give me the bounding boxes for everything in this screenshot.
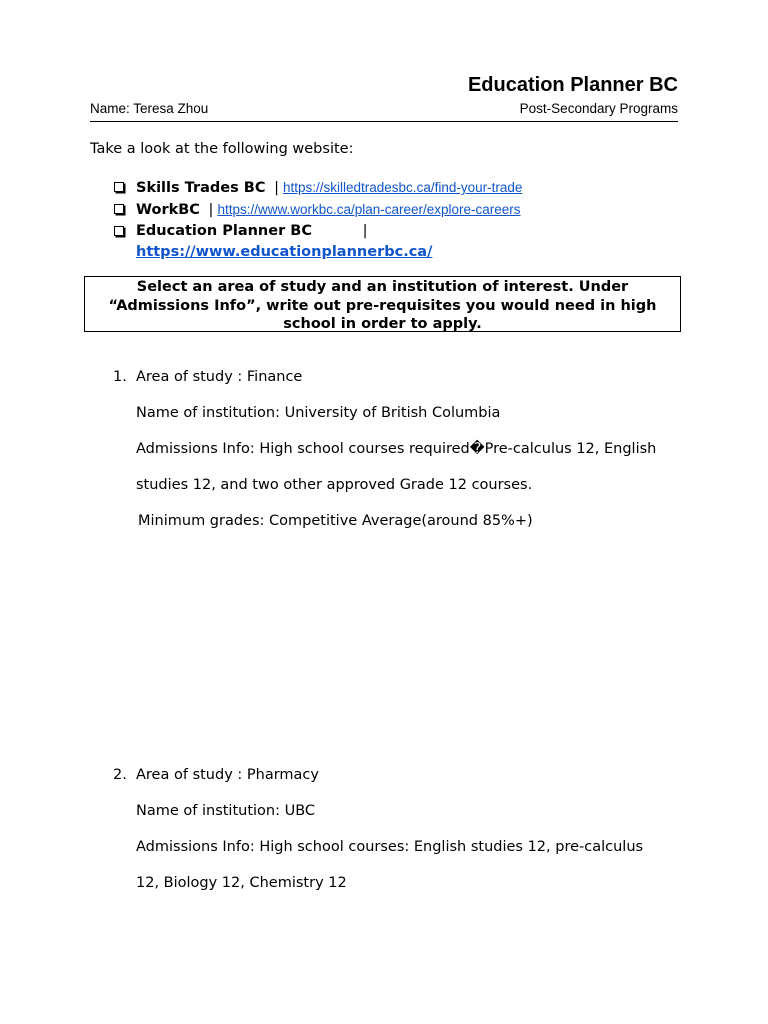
checkbox-bullet-icon bbox=[114, 182, 124, 192]
resource-link[interactable]: https://www.educationplannerbc.ca/ bbox=[136, 244, 433, 260]
resource-separator: | bbox=[362, 223, 368, 239]
resource-link[interactable]: https://skilledtradesbc.ca/find-your-trade bbox=[283, 180, 523, 195]
instruction-line: school in order to apply. bbox=[283, 316, 482, 332]
area-of-study: Area of study : Pharmacy bbox=[136, 767, 319, 783]
instruction-line: “Admissions Info”, write out pre-requisites you would need in high bbox=[108, 297, 657, 314]
document-subtitle: Post-Secondary Programs bbox=[519, 101, 678, 116]
checkbox-bullet-icon bbox=[114, 226, 124, 236]
resource-list bbox=[113, 177, 522, 263]
header-divider bbox=[90, 121, 678, 122]
document-title: Education Planner BC bbox=[467, 74, 678, 96]
resource-item-skilled-trades bbox=[113, 177, 522, 199]
admissions-info: Admissions Info: High school courses: English studies 12, pre-calculus bbox=[136, 839, 644, 855]
resource-name: Skills Trades BC bbox=[136, 180, 266, 196]
resource-separator: | bbox=[208, 202, 214, 218]
institution-name: Name of institution: University of British Columbia bbox=[136, 405, 501, 421]
minimum-grades: Minimum grades: Competitive Average(around 85%+) bbox=[138, 513, 533, 529]
area-of-study: Area of study : Finance bbox=[136, 369, 303, 385]
entry-number: 2. bbox=[113, 767, 127, 783]
admissions-info-continued: 12, Biology 12, Chemistry 12 bbox=[136, 875, 347, 891]
checkbox-bullet-icon bbox=[114, 204, 124, 214]
admissions-info: Admissions Info: High school courses required�Pre-calculus 12, English bbox=[136, 441, 657, 457]
resource-item-workbc bbox=[113, 199, 522, 221]
instruction-line: Select an area of study and an institution of interest. Under bbox=[136, 279, 629, 295]
resource-link[interactable]: https://www.workbc.ca/plan-career/explore-careers bbox=[217, 202, 521, 217]
student-name: Name: Teresa Zhou bbox=[90, 101, 209, 116]
intro-text: Take a look at the following website: bbox=[90, 141, 354, 157]
entry-number: 1. bbox=[113, 369, 127, 385]
resource-separator: | bbox=[274, 180, 279, 196]
institution-name: Name of institution: UBC bbox=[136, 803, 316, 819]
resource-item-education-planner bbox=[113, 221, 522, 263]
resource-name: Education Planner BC bbox=[136, 223, 312, 239]
resource-name: WorkBC bbox=[136, 202, 200, 218]
instruction-box bbox=[84, 276, 681, 332]
admissions-info-continued: studies 12, and two other approved Grade 12 courses. bbox=[136, 477, 533, 493]
